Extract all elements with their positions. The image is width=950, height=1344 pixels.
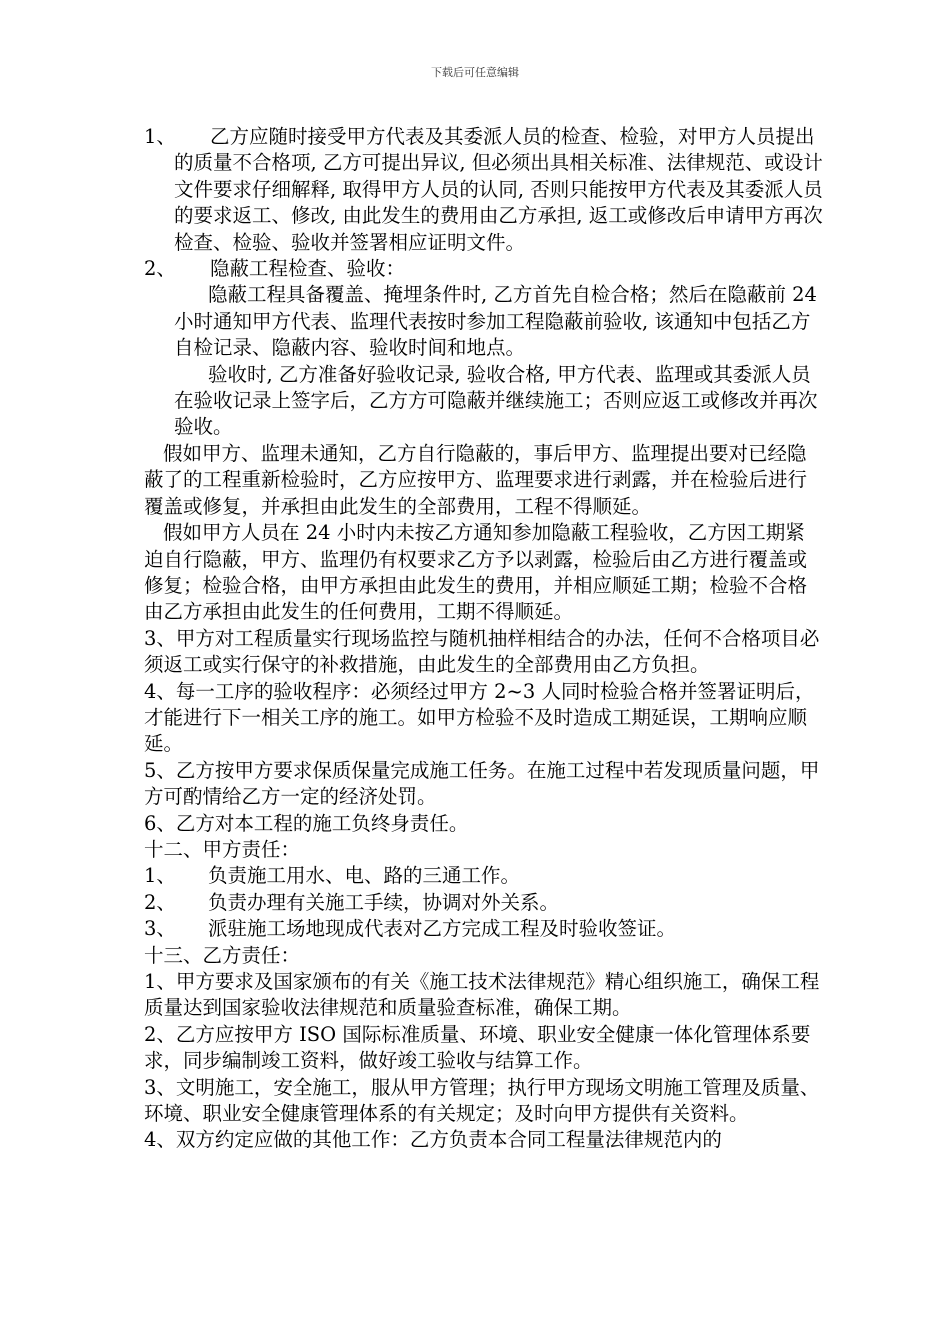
section-13-item-3: 3、文明施工，安全施工，服从甲方管理；执行甲方现场文明施工管理及质量、环境、职业安全健康管理体系的有关规定；及时向甲方提供有关资料。 (144, 1075, 820, 1126)
clause-5: 5、乙方按甲方要求保质保量完成施工任务。在施工过程中若发现质量问题，甲方可酌情给乙方一定的经济处罚。 (144, 758, 820, 809)
item-text: 负责办理有关施工手续，协调对外关系。 (208, 890, 560, 914)
section-12-item-3 (144, 916, 824, 942)
clause-2-heading (144, 256, 824, 282)
section-12-item-2 (144, 890, 824, 916)
clause-number: 2、 (144, 257, 176, 281)
clause-2-para-2: 验收时, 乙方准备好验收记录, 验收合格, 甲方代表、监理或其委派人员在验收记录上签字后，乙方方可隐蔽并继续施工；否则应返工或修改并再次验收。 (174, 362, 818, 439)
section-12-item-1 (144, 863, 824, 889)
clause-text: 乙方应随时接受甲方代表及其委派人员的检查、检验，对甲方人员提出的质量不合格项, 乙方可提出异议, 但必须出具相关标准、法律规范、或设计文件要求仔细解释, 取得甲方人员的认同, 否则只能按甲方代表及其委派人员的要求返工、修改, 由此发生的费用由乙方承担, 返工或修改后申请甲方再次检查、检验、验收并签署相应证明文件。 (174, 125, 823, 254)
section-13-item-4: 4、双方约定应做的其他工作：乙方负责本合同工程量法律规范内的 (144, 1128, 722, 1152)
item-number: 2、 (144, 890, 176, 914)
page-header: 下载后可任意编辑 (431, 66, 519, 79)
item-number: 3、 (144, 917, 176, 941)
clause-4: 4、每一工序的验收程序：必须经过甲方 2~3 人同时检验合格并签署证明后，才能进行下一相关工序的施工。如甲方检验不及时造成工期延误，工期响应顺延。 (144, 679, 815, 756)
item-text: 负责施工用水、电、路的三通工作。 (208, 864, 521, 888)
item-text: 派驻施工场地现成代表对乙方完成工程及时验收签证。 (208, 917, 677, 941)
item-number: 1、 (144, 864, 176, 888)
document-body (144, 124, 824, 1154)
section-13-item-1: 1、甲方要求及国家颁布的有关《施工技术法律规范》精心组织施工，确保工程质量达到国家验收法律规范和质量验查标准，确保工期。 (144, 970, 820, 1020)
section-13-item-2: 2、乙方应按甲方 ISO 国际标准质量、环境、职业安全健康一体化管理体系要求，同步编制竣工资料，做好竣工验收与结算工作。 (144, 1022, 811, 1073)
clause-3: 3、甲方对工程质量实行现场监控与随机抽样相结合的办法，任何不合格项目必须返工或实行保守的补救措施，由此发生的全部费用由乙方负担。 (144, 626, 820, 677)
clause-2-para-3: 假如甲方、监理未通知，乙方自行隐蔽的，事后甲方、监理提出要对已经隐蔽了的工程重新检验时，乙方应按甲方、监理要求进行剥露，并在检验后进行覆盖或修复，并承担由此发生的全部费用，工程不得顺延。 (144, 441, 808, 518)
section-12-heading: 十二、甲方责任： (144, 837, 301, 861)
clause-1 (144, 124, 824, 256)
clause-2-para-4: 假如甲方人员在 24 小时内未按乙方通知参加隐蔽工程验收，乙方因工期紧迫自行隐蔽，甲方、监理仍有权要求乙方予以剥露，检验后由乙方进行覆盖或修复；检验合格，由甲方承担由此发生的费用，并相应顺延工期；检验不合格由乙方承担由此发生的任何费用，工期不得顺延。 (144, 521, 808, 624)
clause-2-para-1: 隐蔽工程具备覆盖、掩埋条件时, 乙方首先自检合格；然后在隐蔽前 24 小时通知甲方代表、监理代表按时参加工程隐蔽前验收, 该通知中包括乙方自检记录、隐蔽内容、验收时间和地点。 (174, 283, 817, 360)
clause-number: 1、 (144, 125, 176, 148)
clause-6: 6、乙方对本工程的施工负终身责任。 (144, 811, 469, 835)
clause-text: 隐蔽工程检查、验收： (210, 257, 406, 281)
section-13-heading: 十三、乙方责任： (144, 943, 301, 967)
